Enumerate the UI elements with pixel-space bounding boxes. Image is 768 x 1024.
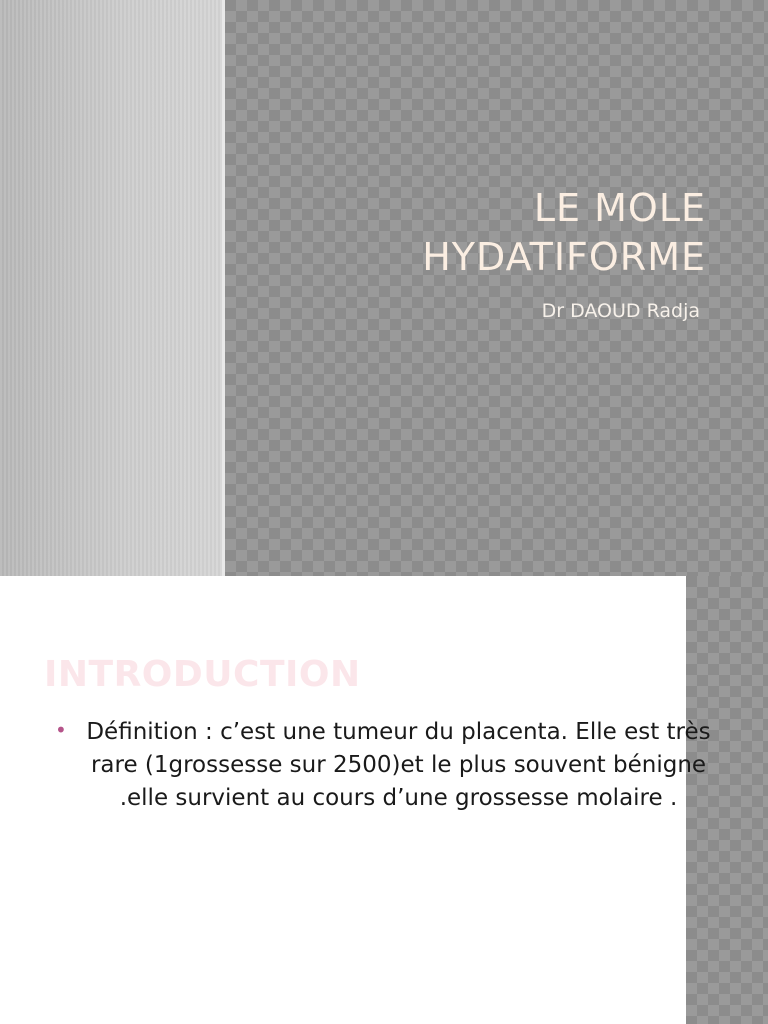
slide-left-panel [0, 0, 222, 576]
bullet-list [55, 716, 715, 815]
introduction-slide [0, 576, 768, 1024]
bullet-item [55, 716, 715, 815]
slide-subtitle: Dr DAOUD Radja [541, 300, 700, 322]
slide-title: LE MOLE HYDATIFORME [422, 186, 706, 279]
slide-pattern-panel [225, 0, 768, 576]
slide-heading: INTRODUCTION [44, 654, 361, 695]
bullet-text: Définition : c’est une tumeur du placenta. Elle est très rare (1grossesse sur 2500)et le plus souvent bénigne .elle survient au cours d’une grossesse molaire . [86, 719, 711, 811]
bullet-marker: • [55, 718, 67, 742]
